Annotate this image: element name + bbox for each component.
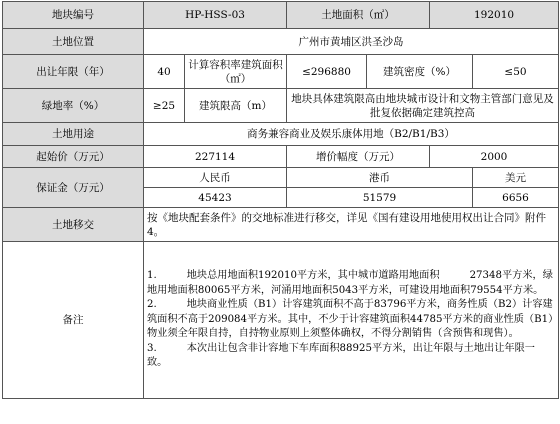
note-item-2: 2. 地块商业性质（B1）计容建筑面积不高于83796平方米，商务性质（B2）计容建筑面积不高于209084平方米。其中，不少于计容建筑面积44785平方米的商业性质（B1）物业须全年限自持，自持物业原则上须整体确权，不得分割销售（含预售和现售）。 [147,299,554,340]
land-use-label: 土地用途 [3,123,144,146]
deposit-hkd-value: 51579 [287,188,473,208]
increment-value: 2000 [430,146,559,168]
deposit-usd-value: 6656 [473,188,559,208]
plot-number-label: 地块编号 [3,2,144,29]
location-value: 广州市黄埔区洪圣沙岛 [144,29,559,55]
notes-content [144,242,559,399]
notes-label: 备注 [3,242,144,399]
row-plot-number [3,2,559,29]
note-item-1: 1. 地块总用地面积192010平方米，其中城市道路用地面积 27348平方米，绿地用地面积80065平方米，河涌用地面积5043平方米，可建设用地面积79554平方米。 [147,270,553,296]
land-info-table [2,1,559,399]
density-label: 建筑密度（%） [367,55,473,89]
term-value: 40 [144,55,185,89]
row-location [3,29,559,55]
land-use-value: 商务兼容商业及娱乐康体用地（B2/B1/B3） [144,123,559,146]
row-start-price [3,146,559,168]
handover-label: 土地移交 [3,208,144,242]
row-notes [3,242,559,399]
land-area-label: 土地面积（㎡） [287,2,430,29]
increment-label: 增价幅度（万元） [287,146,430,168]
far-area-value: ≤296880 [287,55,367,89]
density-value: ≤50 [473,55,559,89]
location-label: 土地位置 [3,29,144,55]
plot-number-value: HP-HSS-03 [144,2,287,29]
start-price-value: 227114 [144,146,287,168]
deposit-rmb-label: 人民币 [144,168,287,188]
height-limit-value: 地块具体建筑限高由地块城市设计和文物主管部门意见及批复依据确定建筑控高 [287,89,559,123]
deposit-hkd-label: 港币 [287,168,473,188]
green-ratio-label: 绿地率（%） [3,89,144,123]
green-ratio-value: ≥25 [144,89,185,123]
handover-value: 按《地块配套条件》的交地标准进行移交，详见《国有建设用地使用权出让合同》附件4。 [144,208,559,242]
row-green [3,89,559,123]
row-handover [3,208,559,242]
term-label: 出让年限（年） [3,55,144,89]
row-land-use [3,123,559,146]
deposit-label: 保证金（万元） [3,168,144,208]
note-item-3: 3. 本次出让包含非计容地下车库面积88925平方米，出让年限与土地出让年限一致。 [147,342,535,369]
row-deposit-currencies [3,168,559,188]
row-term [3,55,559,89]
deposit-rmb-value: 45423 [144,188,287,208]
land-area-value: 192010 [430,2,559,29]
far-area-label: 计算容积率建筑面积（㎡） [185,55,287,89]
deposit-usd-label: 美元 [473,168,559,188]
height-limit-label: 建筑限高（m） [185,89,287,123]
start-price-label: 起始价（万元） [3,146,144,168]
